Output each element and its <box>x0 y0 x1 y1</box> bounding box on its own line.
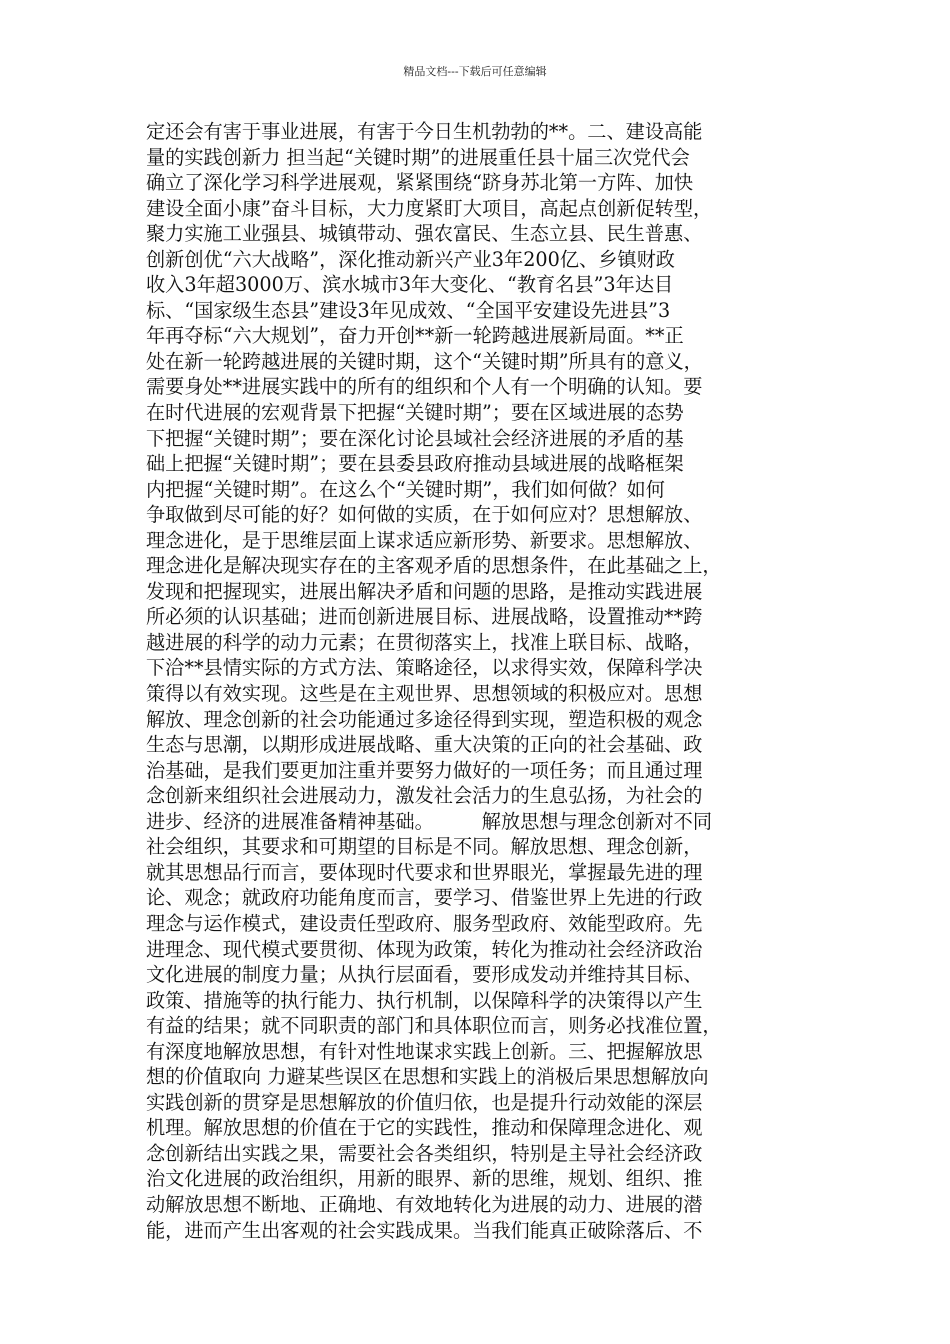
text-line: 内把握“关键时期”。在这么个“关键时期”，我们如何做？如何 <box>146 477 665 501</box>
text-line: 需要身处**进展实践中的所有的组织和个人有一个明确的认知。要 <box>146 375 703 399</box>
text-line: 理念进化是解决现实存在的主客观矛盾的思想条件，在此基础之上， <box>146 554 722 578</box>
text-line: 策得以有效实现。这些是在主观世界、思想领域的积极应对。思想 <box>146 682 703 706</box>
text-line: 政策、措施等的执行能力、执行机制，以保障科学的决策得以产生 <box>146 988 703 1012</box>
text-line: 想的价值取向 力避某些误区在思想和实践上的消极后果思想解放向 <box>146 1065 709 1089</box>
text-line: 年再夺标“六大规划”，奋力开创**新一轮跨越进展新局面。**正 <box>146 324 684 348</box>
body-text <box>146 119 826 1243</box>
text-line: 争取做到尽可能的好？如何做的实质，在于如何应对？思想解放、 <box>146 503 703 527</box>
text-line: 有益的结果；就不同职责的部门和具体职位而言，则务必找准位置， <box>146 1014 722 1038</box>
text-line: 治基础，是我们要更加注重并要努力做好的一项任务；而且通过理 <box>146 758 703 782</box>
text-line: 础上把握“关键时期”；要在县委县政府推动县域进展的战略框架 <box>146 452 684 476</box>
text-line: 理念与运作模式，建设责任型政府、服务型政府、效能型政府。先 <box>146 911 703 935</box>
text-line: 处在新一轮跨越进展的关键时期，这个“关键时期”所具有的意义， <box>146 349 703 373</box>
text-line: 定还会有害于事业进展，有害于今日生机勃勃的**。二、建设高能 <box>146 120 703 143</box>
text-line: 解放、理念创新的社会功能通过多途径得到实现，塑造积极的观念 <box>146 707 703 731</box>
text-line: 进理念、现代模式要贯彻、体现为政策，转化为推动社会经济政治 <box>146 937 703 961</box>
text-line: 文化进展的制度力量；从执行层面看，要形成发动并维持其目标、 <box>146 963 703 987</box>
text-line: 念创新结出实践之果，需要社会各类组织，特别是主导社会经济政 <box>146 1141 703 1165</box>
text-line: 聚力实施工业强县、城镇带动、强农富民、生态立县、民生普惠、 <box>146 222 703 246</box>
text-line: 有深度地解放思想，有针对性地谋求实践上创新。三、把握解放思 <box>146 1039 703 1063</box>
text-line: 标、“国家级生态县”建设3年见成效、“全国平安建设先进县”3 <box>146 298 671 322</box>
text-line: 进步、经济的进展准备精神基础。 解放思想与理念创新对不同 <box>146 809 713 833</box>
text-line: 生态与思潮，以期形成进展战略、重大决策的正向的社会基础、政 <box>146 733 703 757</box>
page-header: 精品文档---下载后可任意编辑 <box>403 65 547 78</box>
text-line: 创新创优“六大战略”，深化推动新兴产业3年200亿、乡镇财政 <box>146 247 675 271</box>
text-line: 理念进化，是于思维层面上谋求适应新形势、新要求。思想解放、 <box>146 528 703 552</box>
text-line: 实践创新的贯穿是思想解放的价值归依，也是提升行动效能的深层 <box>146 1090 703 1114</box>
text-line: 越进展的科学的动力元素；在贯彻落实上，找准上联目标、战略， <box>146 630 703 654</box>
text-line: 发现和把握现实，进展出解决矛盾和问题的思路，是推动实践进展 <box>146 579 703 603</box>
text-line: 建设全面小康”奋斗目标，大力度紧盯大项目，高起点创新促转型， <box>146 196 713 220</box>
text-line: 下洽**县情实际的方式方法、策略途径，以求得实效，保障科学决 <box>146 656 703 680</box>
text-line: 就其思想品行而言，要体现时代要求和世界眼光，掌握最先进的理 <box>146 860 703 884</box>
text-line: 收入3年超3000万、滨水城市3年大变化、“教育名县”3年达目 <box>146 273 674 297</box>
text-line: 社会组织，其要求和可期望的目标是不同。解放思想、理念创新， <box>146 835 703 859</box>
text-line: 所必须的认识基础；进而创新进展目标、进展战略，设置推动**跨 <box>146 605 703 629</box>
text-line: 动解放思想不断地、正确地、有效地转化为进展的动力、进展的潜 <box>146 1192 703 1216</box>
text-line: 能，进而产生出客观的社会实践成果。当我们能真正破除落后、不 <box>146 1218 703 1242</box>
text-line: 确立了深化学习科学进展观，紧紧围绕“跻身苏北第一方阵、加快 <box>146 171 694 195</box>
text-line: 论、观念；就政府功能角度而言，要学习、借鉴世界上先进的行政 <box>146 886 703 910</box>
text-line: 念创新来组织社会进展动力，激发社会活力的生息弘扬，为社会的 <box>146 784 703 808</box>
text-line: 治文化进展的政治组织，用新的眼界、新的思维，规划、组织、推 <box>146 1167 703 1191</box>
text-line: 下把握“关键时期”；要在深化讨论县域社会经济进展的矛盾的基 <box>146 426 684 450</box>
text-line: 量的实践创新力 担当起“关键时期”的进展重任县十届三次党代会 <box>146 145 690 169</box>
text-line: 机理。解放思想的价值在于它的实践性，推动和保障理念进化、观 <box>146 1116 703 1140</box>
text-line: 在时代进展的宏观背景下把握“关键时期”；要在区域进展的态势 <box>146 401 684 425</box>
